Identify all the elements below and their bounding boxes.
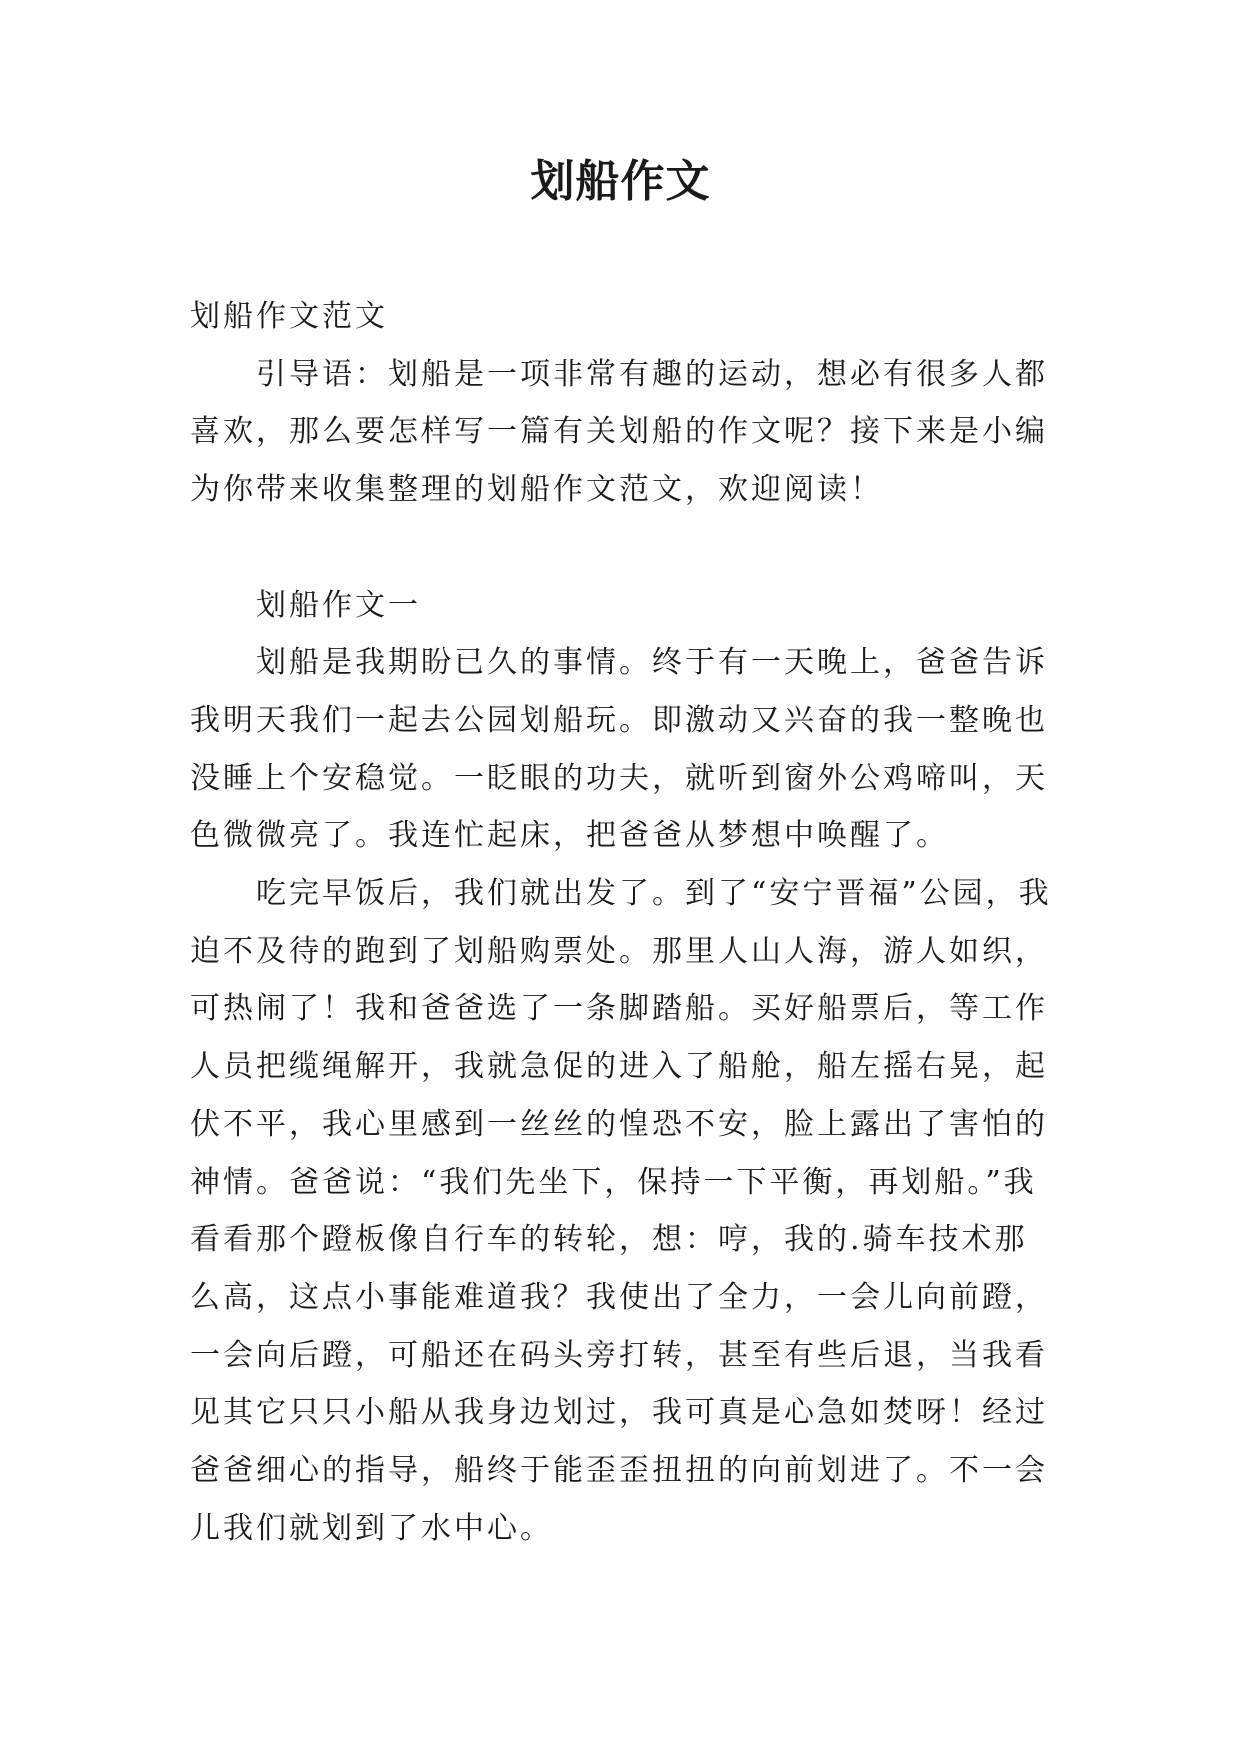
intro-paragraph: 引导语：划船是一项非常有趣的运动，想必有很多人都喜欢，那么要怎样写一篇有关划船的作文呢？接下来是小编为你带来收集整理的划船作文范文，欢迎阅读！	[190, 356, 1048, 508]
body-paragraph: 划船是我期盼已久的事情。终于有一天晚上，爸爸告诉我明天我们一起去公园划船玩。即激动又兴奋的我一整晚也没睡上个安稳觉。一眨眼的功夫，就听到窗外公鸡啼叫，天色微微亮了。我连忙起床，把爸爸从梦想中唤醒了。	[190, 645, 1048, 854]
body-paragraph: 吃完早饭后，我们就出发了。到了“安宁晋福”公园，我迫不及待的跑到了划船购票处。那里人山人海，游人如织，可热闹了！我和爸爸选了一条脚踏船。买好船票后，等工作人员把缆绳解开，我就急促的进入了船舱，船左摇右晃，起伏不平，我心里感到一丝丝的惶恐不安，脸上露出了害怕的神情。爸爸说：“我们先坐下，保持一下平衡，再划船。”我看看那个蹬板像自行车的转轮，想：哼，我的.骑车技术那么高，这点小事能难道我？我使出了全力，一会儿向前蹬，一会向后蹬，可船还在码头旁打转，甚至有些后退，当我看见其它只只小船从我身边划过，我可真是心急如焚呀！经过爸爸细心的指导，船终于能歪歪扭扭的向前划进了。不一会儿我们就划到了水中心。	[190, 876, 1052, 1546]
document-subtitle: 划船作文范文	[190, 299, 388, 334]
document-title: 划船作文	[530, 156, 711, 207]
section-heading: 划船作文一	[256, 587, 421, 623]
document-body	[190, 288, 1052, 1557]
blank-line	[190, 519, 1052, 577]
